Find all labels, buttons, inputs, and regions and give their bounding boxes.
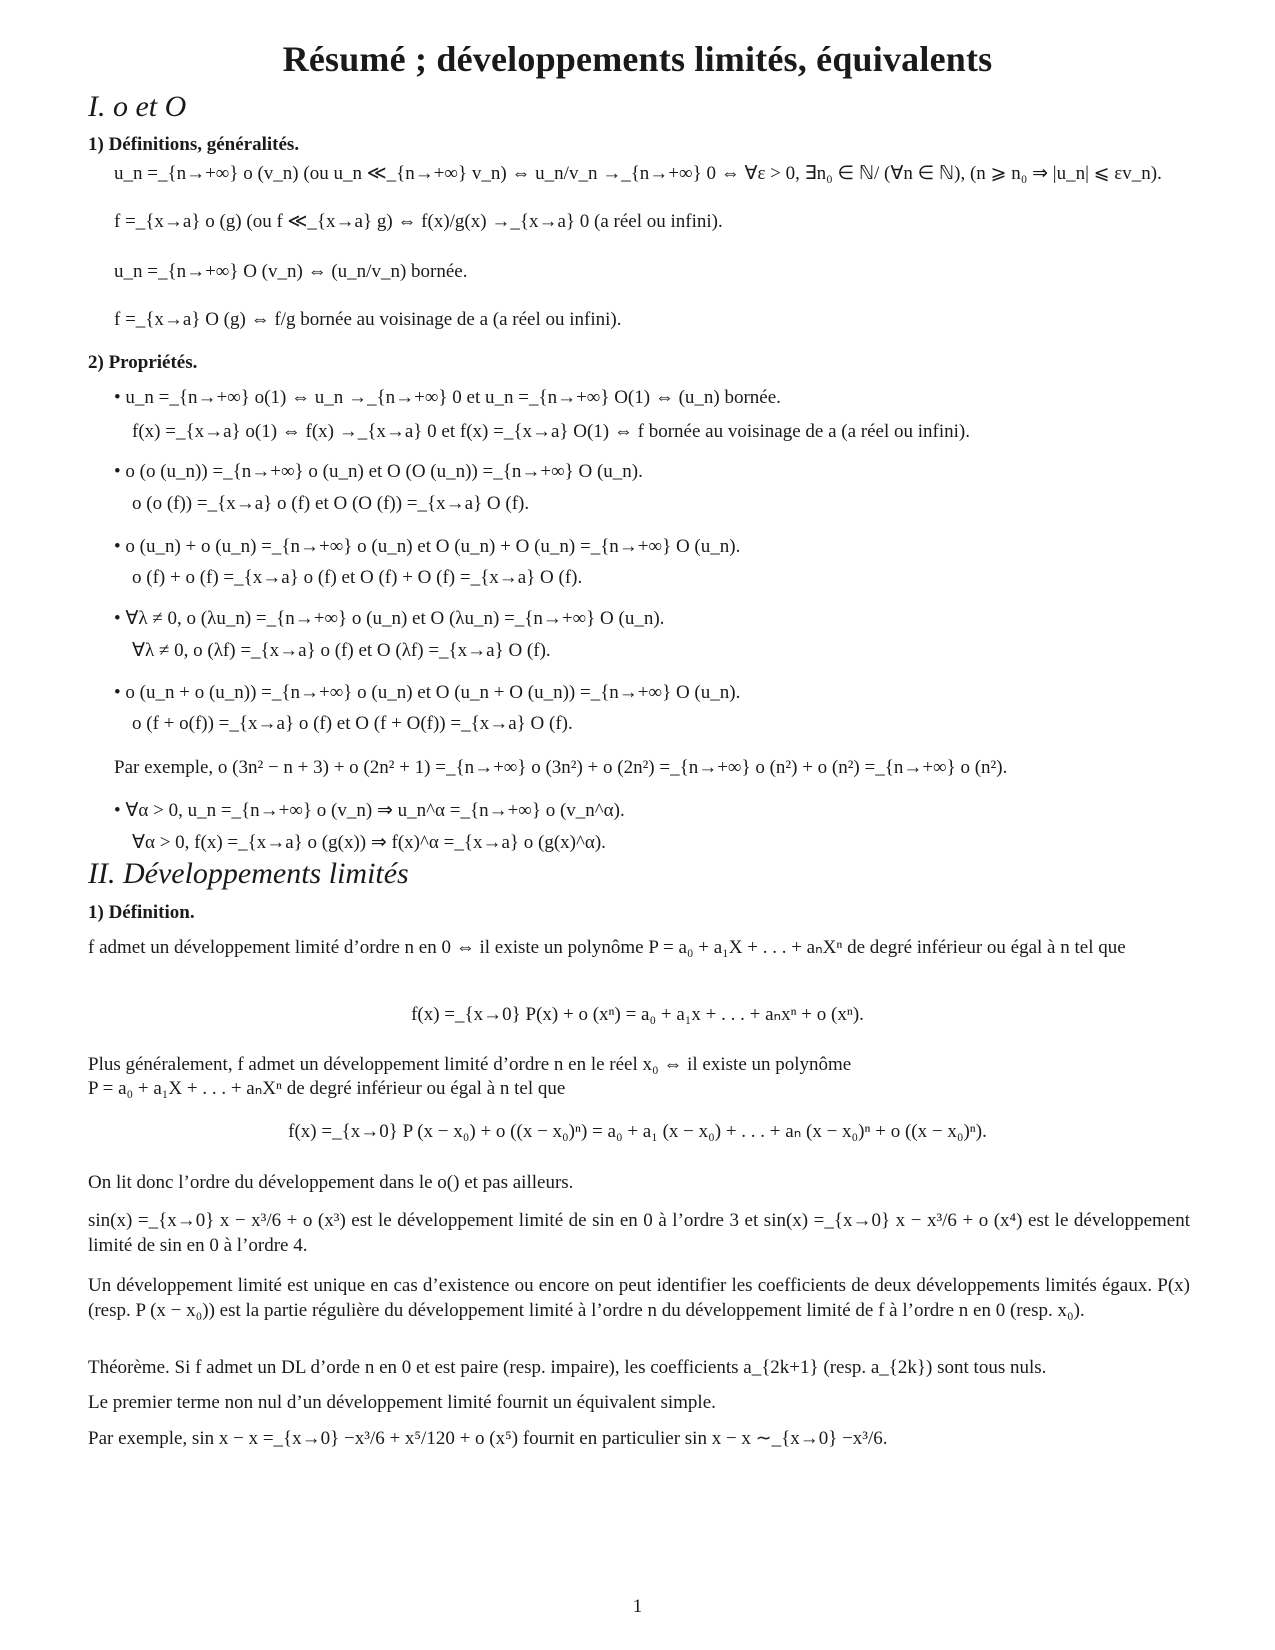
subsection-heading-properties: 2) Propriétés. bbox=[88, 352, 198, 373]
formula-line: f =_{x→a} O (g) ⇔ f/g bornée au voisinage de a (a réel ou infini). bbox=[114, 309, 622, 330]
example-line: Par exemple, o (3n² − n + 3) + o (2n² + 1) =_{n→+∞} o (3n²) + o (2n²) =_{n→+∞} o (n²) + o (n²) =_{n→+∞} o (n²). bbox=[114, 757, 1008, 778]
formula-line: u_n =_{n→+∞} o (v_n) (ou u_n ≪_{n→+∞} v_n) ⇔ u_n/v_n →_{n→+∞} 0 ⇔ ∀ε > 0, ∃n₀ ∈ ℕ/ (∀n ∈ ℕ), (n ⩾ n₀ ⇒ |u_n| ⩽ εv_n). bbox=[114, 163, 1162, 184]
property-line: f(x) =_{x→a} o(1) ⇔ f(x) →_{x→a} 0 et f(x) =_{x→a} O(1) ⇔ f bornée au voisinage de a (a réel ou infini). bbox=[132, 421, 970, 442]
formula-line: u_n =_{n→+∞} O (v_n) ⇔ (u_n/v_n) bornée. bbox=[114, 261, 468, 282]
property-line: o (f + o(f)) =_{x→a} o (f) et O (f + O(f)) =_{x→a} O (f). bbox=[132, 713, 573, 734]
property-line: • o (u_n) + o (u_n) =_{n→+∞} o (u_n) et O (u_n) + O (u_n) =_{n→+∞} O (u_n). bbox=[114, 536, 741, 557]
page-number: 1 bbox=[632, 1596, 643, 1617]
property-line: ∀λ ≠ 0, o (λf) =_{x→a} o (f) et O (λf) =_{x→a} O (f). bbox=[132, 640, 551, 661]
paragraph: f admet un développement limité d’ordre n en 0 ⇔ il existe un polynôme P = a₀ + a₁X + . . . + aₙXⁿ de degré inférieur ou égal à n tel que bbox=[88, 937, 1126, 958]
property-line: o (o (f)) =_{x→a} o (f) et O (O (f)) =_{x→a} O (f). bbox=[132, 493, 530, 514]
theorem-paragraph: Théorème. Si f admet un DL d’orde n en 0 et est paire (resp. impaire), les coefficients a_{2k+1} (resp. a_{2k}) sont tous nuls. bbox=[88, 1357, 1047, 1378]
property-line: • ∀α > 0, u_n =_{n→+∞} o (v_n) ⇒ u_n^α =_{n→+∞} o (v_n^α). bbox=[114, 800, 625, 821]
section-heading-2: II. Développements limités bbox=[88, 857, 409, 890]
formula-line: f =_{x→a} o (g) (ou f ≪_{x→a} g) ⇔ f(x)/g(x) →_{x→a} 0 (a réel ou infini). bbox=[114, 211, 723, 232]
property-line: o (f) + o (f) =_{x→a} o (f) et O (f) + O (f) =_{x→a} O (f). bbox=[132, 567, 583, 588]
property-line: ∀α > 0, f(x) =_{x→a} o (g(x)) ⇒ f(x)^α =_{x→a} o (g(x)^α). bbox=[132, 832, 606, 853]
paragraph-line: P = a₀ + a₁X + . . . + aₙXⁿ de degré inférieur ou égal à n tel que bbox=[88, 1078, 566, 1099]
property-line: • u_n =_{n→+∞} o(1) ⇔ u_n →_{n→+∞} 0 et u_n =_{n→+∞} O(1) ⇔ (u_n) bornée. bbox=[114, 387, 781, 408]
subsection-heading-definitions: 1) Définitions, généralités. bbox=[88, 134, 300, 155]
display-formula: f(x) =_{x→0} P (x − x₀) + o ((x − x₀)ⁿ) = a₀ + a₁ (x − x₀) + . . . + aₙ (x − x₀)ⁿ + o ((x − x₀)ⁿ). bbox=[288, 1121, 987, 1142]
paragraph-line: On lit donc l’ordre du développement dans le o() et pas ailleurs. bbox=[88, 1172, 574, 1193]
paragraph-line: Plus généralement, f admet un développement limité d’ordre n en le réel x₀ ⇔ il existe un polynôme bbox=[88, 1054, 852, 1075]
property-line: • o (o (u_n)) =_{n→+∞} o (u_n) et O (O (u_n)) =_{n→+∞} O (u_n). bbox=[114, 461, 643, 482]
property-line: • ∀λ ≠ 0, o (λu_n) =_{n→+∞} o (u_n) et O (λu_n) =_{n→+∞} O (u_n). bbox=[114, 608, 665, 629]
paragraph: Un développement limité est unique en cas d’existence ou encore on peut identifier les coefficients de deux développements limités égaux. P(x) (resp. P (x − x₀)) est la partie régulière du développement limité à l’ordre n du développement limité de f à l’ordre n en 0 (resp. x₀). bbox=[88, 1275, 1190, 1321]
property-line: • o (u_n + o (u_n)) =_{n→+∞} o (u_n) et O (u_n + O (u_n)) =_{n→+∞} O (u_n). bbox=[114, 682, 741, 703]
paragraph: sin(x) =_{x→0} x − x³/6 + o (x³) est le développement limité de sin en 0 à l’ordre 3 et sin(x) =_{x→0} x − x³/6 + o (x⁴) est le développement limité de sin en 0 à l’ordre 4. bbox=[88, 1210, 1190, 1256]
display-formula: f(x) =_{x→0} P(x) + o (xⁿ) = a₀ + a₁x + . . . + aₙxⁿ + o (xⁿ). bbox=[411, 1004, 864, 1025]
page-title: Résumé ; développements limités, équivalents bbox=[282, 39, 993, 79]
subsection-heading-definition: 1) Définition. bbox=[88, 902, 195, 923]
example-line: Par exemple, sin x − x =_{x→0} −x³/6 + x⁵/120 + o (x⁵) fournit en particulier sin x − x ∼_{x→0} −x³/6. bbox=[88, 1428, 888, 1449]
section-heading-1: I. o et O bbox=[88, 90, 187, 123]
paragraph-line: Le premier terme non nul d’un développement limité fournit un équivalent simple. bbox=[88, 1392, 716, 1413]
